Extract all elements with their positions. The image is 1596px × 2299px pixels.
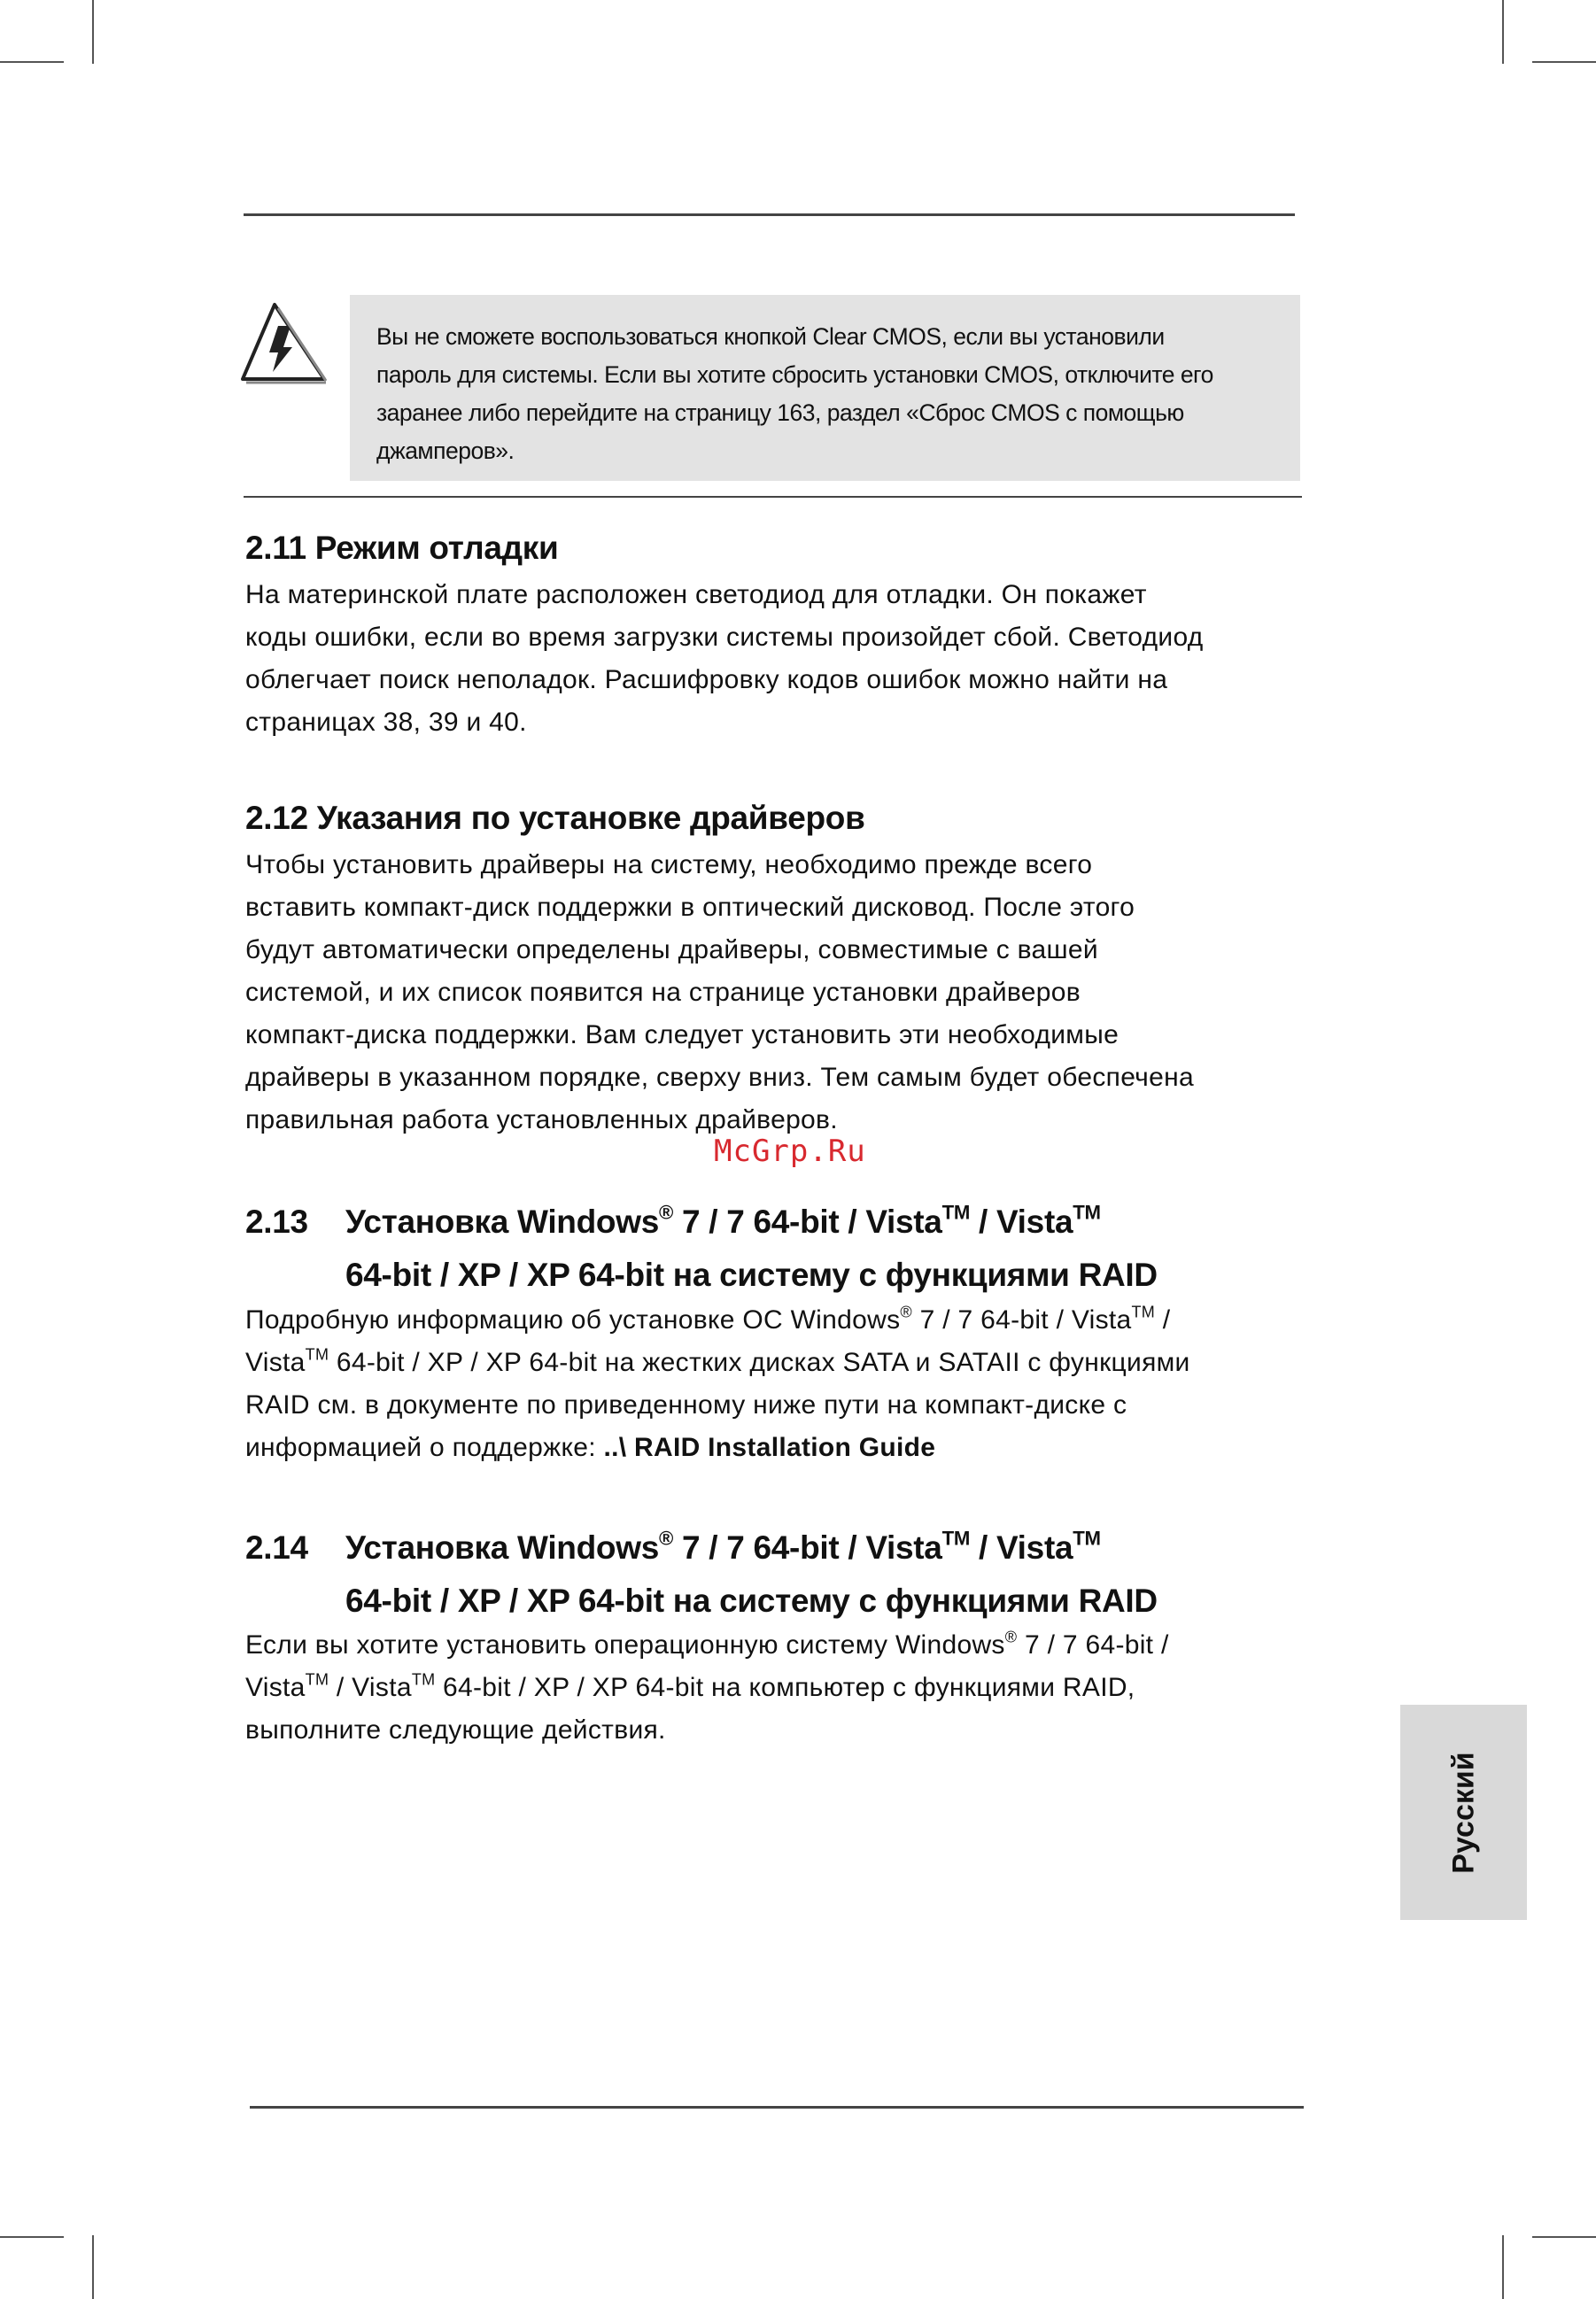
raid-guide-path: ..\ RAID Installation Guide — [603, 1433, 936, 1462]
body-line: страницах 38, 39 и 40. — [245, 708, 527, 737]
body-line: Чтобы установить драйверы на систему, необходимо прежде всего — [245, 850, 1093, 879]
section-body-2-13 — [245, 1299, 1190, 1469]
crop-mark — [1532, 61, 1596, 63]
heading-text: 7 / 7 64-bit / Vista — [673, 1204, 942, 1240]
note-line: Вы не сможете воспользоваться кнопкой Clear CMOS, если вы установили — [376, 323, 1165, 350]
crop-mark — [1502, 2235, 1504, 2299]
body-text: информацией о поддержке: — [245, 1433, 604, 1462]
heading-text: 7 / 7 64-bit / Vista — [673, 1529, 942, 1566]
section-body-2-11 — [245, 574, 1204, 744]
language-tab-label: Русский — [1446, 1751, 1480, 1874]
heading-text: Установка Windows — [345, 1529, 659, 1566]
body-line: драйверы в указанном порядке, сверху вниз. Тем самым будет обеспечена — [245, 1063, 1194, 1092]
trademark: TM — [411, 1670, 436, 1689]
body-line: коды ошибки, если во время загрузки системы произойдет сбой. Светодиод — [245, 623, 1204, 652]
section-heading-2-13 — [245, 1196, 1158, 1302]
body-line — [245, 1427, 1190, 1469]
section-heading-2-11: 2.11 Режим отладки — [245, 530, 559, 566]
crop-mark — [0, 2236, 64, 2238]
note-bottom-rule — [244, 496, 1302, 498]
section-heading-2-14 — [245, 1521, 1158, 1628]
trademark: TM — [941, 1201, 971, 1224]
body-line — [245, 1667, 1169, 1709]
body-line: выполните следующие действия. — [245, 1715, 666, 1745]
body-line: вставить компакт-диск поддержки в оптический дисковод. После этого — [245, 893, 1135, 922]
body-text: Vista — [245, 1673, 306, 1702]
crop-mark — [92, 0, 94, 64]
trademark: TM — [1073, 1527, 1101, 1550]
footer-rule — [250, 2106, 1304, 2109]
warning-note — [350, 295, 1300, 481]
warning-electric-icon — [239, 301, 328, 386]
section-number: 2.14 — [245, 1529, 308, 1566]
section-body-2-14 — [245, 1624, 1169, 1752]
heading-text: Установка Windows — [345, 1204, 659, 1240]
note-line: джамперов». — [376, 437, 515, 464]
body-text: 64-bit / XP / XP 64-bit на жестких дисках SATA и SATAII с функциями — [329, 1348, 1190, 1377]
body-text: / — [1155, 1305, 1171, 1335]
heading-text: / Vista — [970, 1204, 1073, 1240]
trademark: TM — [941, 1527, 971, 1550]
trademark: TM — [305, 1345, 329, 1364]
registered-mark: ® — [658, 1527, 674, 1550]
trademark: TM — [305, 1670, 329, 1689]
watermark: McGrp.Ru — [714, 1134, 866, 1169]
body-line: будут автоматически определены драйверы, совместимые с вашей — [245, 935, 1098, 964]
section-number: 2.13 — [245, 1204, 308, 1240]
body-line — [245, 1299, 1190, 1342]
body-line: системой, и их список появится на странице установки драйверов — [245, 978, 1081, 1007]
body-text: Подробную информацию об установке ОС Windows — [245, 1305, 901, 1335]
body-text: 7 / 7 64-bit / Vista — [911, 1305, 1132, 1335]
body-line: На материнской плате расположен светодиод для отладки. Он покажет — [245, 580, 1147, 609]
body-text: / Vista — [329, 1673, 412, 1702]
body-line: компакт-диска поддержки. Вам следует установить эти необходимые — [245, 1020, 1120, 1049]
body-text: 7 / 7 64-bit / — [1017, 1630, 1169, 1660]
crop-mark — [1502, 0, 1504, 64]
body-line: RAID см. в документе по приведенному ниже пути на компакт-диске с — [245, 1390, 1127, 1420]
body-line — [245, 1624, 1169, 1667]
note-line: пароль для системы. Если вы хотите сбросить установки CMOS, отключите его — [376, 361, 1213, 388]
body-text: Vista — [245, 1348, 306, 1377]
trademark: TM — [1073, 1201, 1101, 1224]
registered-mark: ® — [900, 1303, 912, 1321]
crop-mark — [0, 61, 64, 63]
trademark: TM — [1131, 1303, 1156, 1321]
section-body-2-12 — [245, 844, 1194, 1142]
body-line: правильная работа установленных драйверов. — [245, 1105, 838, 1134]
heading-line-2: 64-bit / XP / XP 64-bit на систему с функциями RAID — [345, 1257, 1158, 1293]
body-text: Если вы хотите установить операционную систему Windows — [245, 1630, 1005, 1660]
heading-line-2: 64-bit / XP / XP 64-bit на систему с функциями RAID — [345, 1583, 1158, 1619]
heading-text: / Vista — [970, 1529, 1073, 1566]
language-tab — [1400, 1705, 1527, 1920]
header-rule — [244, 213, 1295, 216]
note-line: заранее либо перейдите на страницу 163, раздел «Сброс CMOS с помощью — [376, 399, 1184, 426]
crop-mark — [92, 2235, 94, 2299]
registered-mark: ® — [1004, 1628, 1018, 1646]
registered-mark: ® — [658, 1201, 674, 1224]
body-line: облегчает поиск неполадок. Расшифровку кодов ошибок можно найти на — [245, 665, 1168, 694]
body-line — [245, 1342, 1190, 1384]
crop-mark — [1532, 2236, 1596, 2238]
section-heading-2-12: 2.12 Указания по установке драйверов — [245, 800, 865, 836]
body-text: 64-bit / XP / XP 64-bit на компьютер с функциями RAID, — [435, 1673, 1135, 1702]
